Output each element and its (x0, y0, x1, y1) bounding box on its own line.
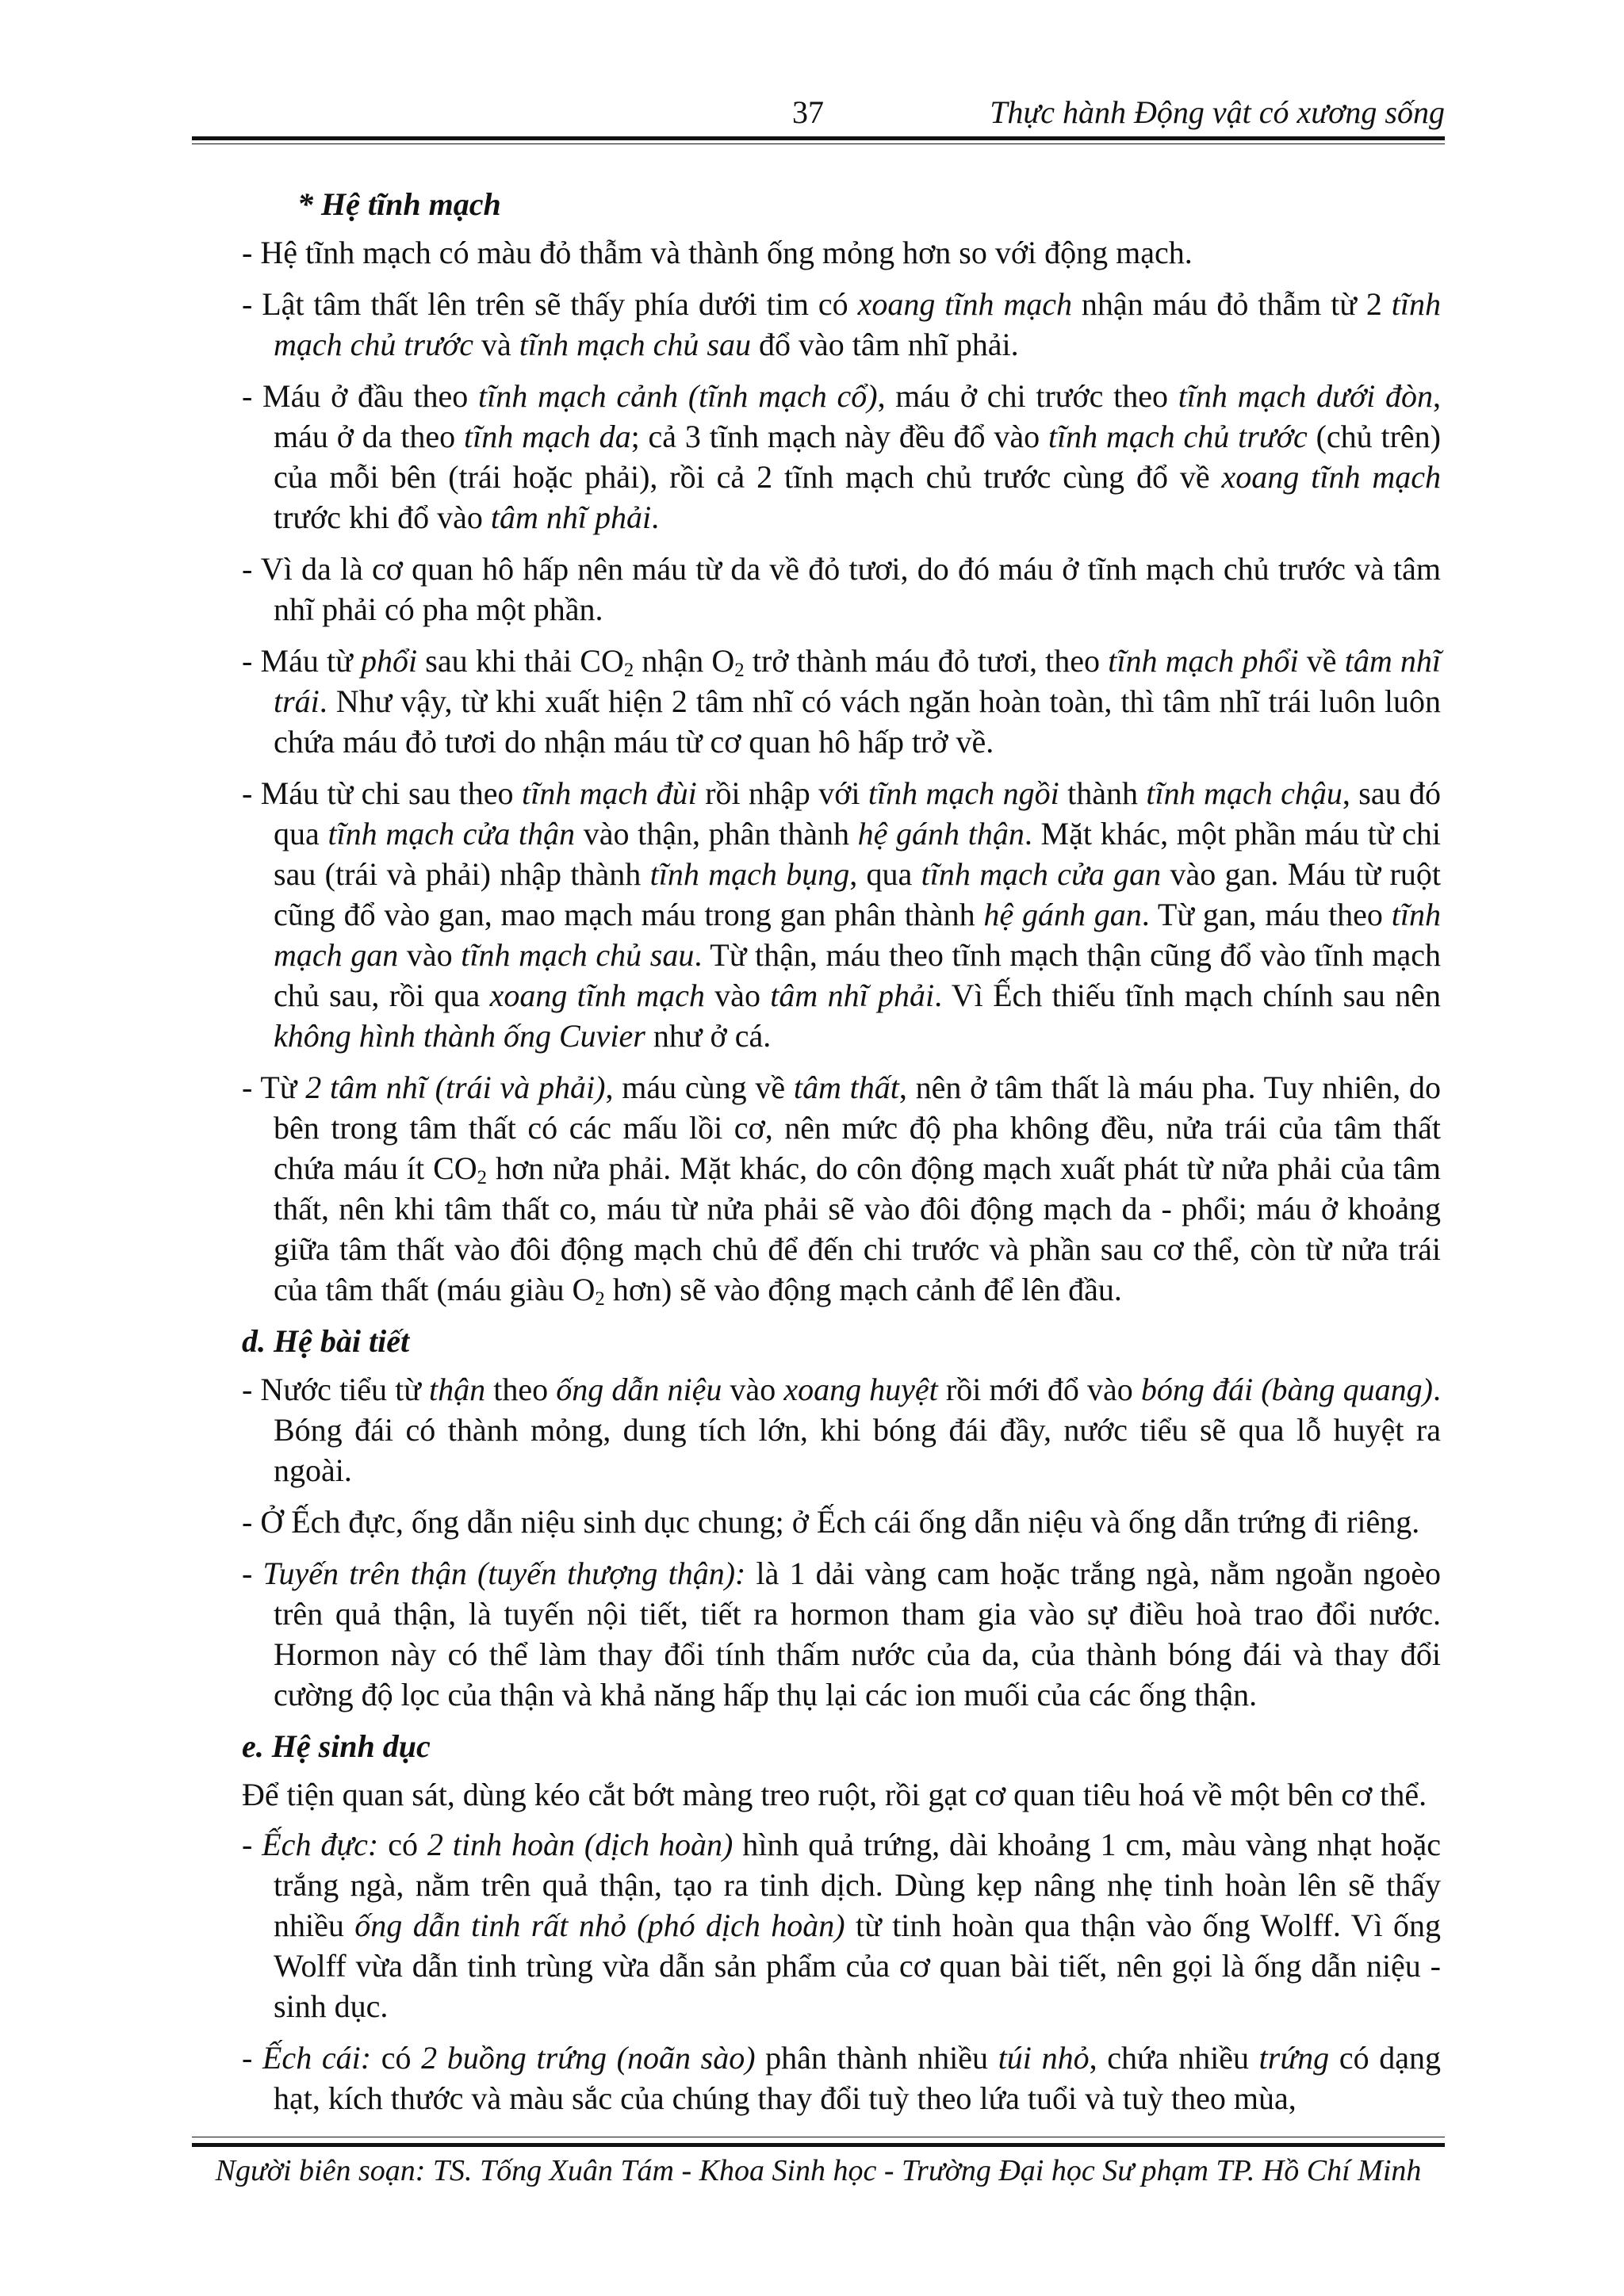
italic-term: tâm nhĩ phải (770, 978, 935, 1013)
header-rule-thick (192, 136, 1445, 140)
text: . Vì Ếch thiếu tĩnh mạch chính sau nên (934, 978, 1442, 1013)
italic-term: tĩnh mạch chủ sau (461, 937, 695, 973)
italic-term: 2 buồng trứng (noãn sào) (421, 2040, 756, 2076)
paragraph-urogenital-ducts (242, 1502, 1441, 1542)
text: (chủ trên) của mỗi bên (trái hoặc phải), rồi cả 2 tĩnh mạch chủ trước cùng đổ về (274, 419, 1441, 495)
italic-term: trứng (1258, 2040, 1330, 2076)
text: , máu ở da theo (274, 378, 1442, 454)
text: vào gan. Máu từ ruột cũng đổ vào gan, mao mạch máu trong gan phân thành (274, 856, 1441, 932)
page-header (192, 94, 1445, 141)
text: . Mặt khác, một phần máu từ chi sau (trái và phải) nhập thành (274, 816, 1441, 892)
text: theo (485, 1372, 557, 1407)
paragraph-head-veins (242, 376, 1441, 538)
section-heading-venous-system: * Hệ tĩnh mạch (297, 186, 501, 222)
italic-term: tâm nhĩ phải (490, 499, 652, 535)
italic-term: tâm nhĩ trái (274, 643, 1442, 719)
italic-term: tĩnh mạch dưới đòn (1178, 378, 1434, 414)
text: - Hệ tĩnh mạch có màu đỏ thẫm và thành ống mỏng hơn so với động mạch. (242, 235, 1193, 270)
italic-term: tĩnh mạch cảnh (tĩnh mạch cổ) (478, 378, 878, 414)
text: là 1 dải vàng cam hoặc trắng ngà, nằm ngoằn ngoèo trên quả thận, là tuyến nội tiết, tiết ra hormon tham gia vào sự điều hoà trao đổi nước. Hormon này có thể làm thay đổi tính thấm nước của da, của thành bóng đái và thay đổi cường độ lọc của thận và khả năng hấp thụ lại các ion muối của các ống thận. (274, 1556, 1441, 1712)
text: , qua (849, 856, 921, 892)
text: vào thận, phân thành (575, 816, 858, 851)
text: , máu ở chi trước theo (877, 378, 1178, 414)
paragraph-skin-respiration (242, 549, 1441, 629)
text: có (378, 1827, 427, 1862)
text: - Ở Ếch đực, ống dẫn niệu sinh dục chung; ở Ếch cái ống dẫn niệu và ống dẫn trứng đi riêng. (242, 1504, 1420, 1540)
text: vào (704, 978, 771, 1013)
italic-term: bóng đái (bàng quang) (1140, 1372, 1433, 1407)
text: - (242, 1556, 263, 1591)
text: , máu cùng về (605, 1070, 794, 1105)
italic-term: xoang tĩnh mạch (1221, 459, 1442, 495)
italic-term: tĩnh mạch phổi (1108, 643, 1299, 679)
subscript: 2 (477, 1167, 488, 1189)
text: rồi mới đổ vào (937, 1372, 1141, 1407)
italic-term: tĩnh mạch đùi (521, 775, 697, 811)
italic-term: xoang huyệt (783, 1372, 938, 1407)
text: , sau đó qua (274, 775, 1442, 851)
italic-term: tĩnh mạch chủ sau (519, 327, 751, 362)
italic-term: tĩnh mạch chậu (1146, 775, 1342, 811)
text: về (1298, 643, 1345, 679)
italic-term: tĩnh mạch cửa gan (921, 856, 1162, 892)
italic-term: hệ gánh thận (857, 816, 1025, 851)
text: trước khi đổ vào (274, 499, 491, 535)
text: thành (1059, 775, 1147, 811)
italic-term: Tuyến trên thận (tuyến thượng thận): (262, 1556, 746, 1591)
paragraph-female-frog (242, 2038, 1441, 2118)
text: vào (398, 937, 462, 973)
page-number: 37 (792, 94, 824, 130)
italic-term: tĩnh mạch da (464, 419, 631, 454)
text: ; cả 3 tĩnh mạch này đều đổ vào (630, 419, 1048, 454)
text: . Bóng đái có thành mỏng, dung tích lớn, khi bóng đái đầy, nước tiểu sẽ qua lỗ huyệt ra ngoài. (274, 1372, 1441, 1488)
section-heading-excretory-system: d. Hệ bài tiết (242, 1323, 410, 1359)
text: đổ vào tâm nhĩ phải. (750, 327, 1019, 362)
text: . Từ gan, máu theo (1141, 897, 1392, 932)
text: nhận máu đỏ thẫm từ 2 (1072, 286, 1392, 322)
italic-term: hệ gánh gan (983, 897, 1142, 932)
page-footer: Người biên soạn: TS. Tống Xuân Tám - Khoa Sinh học - Trường Đại học Sư phạm TP. Hồ Chí Minh (215, 2154, 1422, 2187)
italic-term: 2 tâm nhĩ (trái và phải) (305, 1070, 606, 1105)
italic-term: tĩnh mạch chủ trước (274, 286, 1441, 362)
italic-term: không hình thành ống Cuvier (274, 1018, 645, 1054)
italic-term: tĩnh mạch bụng (649, 856, 850, 892)
text: - Máu ở đầu theo (242, 378, 479, 414)
italic-term: xoang tĩnh mạch (857, 286, 1073, 322)
text: - (242, 2040, 262, 2076)
italic-term: Ếch cái: (262, 2040, 372, 2076)
subscript: 2 (595, 1288, 605, 1311)
footer-rule-thick (192, 2143, 1445, 2147)
text: - Máu từ chi sau theo (242, 775, 522, 811)
text: . (651, 499, 660, 535)
italic-term: túi nhỏ (998, 2040, 1090, 2076)
text: từ tinh hoàn qua thận vào ống Wolff. Vì ống Wolff vừa dẫn tinh trùng vừa dẫn sản phẩm của cơ quan bài tiết, nên gọi là ống dẫn niệu - sinh dục. (274, 1908, 1441, 2024)
italic-term: tâm thất (793, 1070, 899, 1105)
italic-term: thận (429, 1372, 486, 1407)
text: sau khi thải CO (417, 643, 624, 679)
paragraph-sinus-venosus (242, 284, 1441, 365)
text: , nên ở tâm thất là máu pha. Tuy nhiên, do bên trong tâm thất có các mấu lồi cơ, nên mức độ pha không đều, nửa trái của tâm thất chứa máu ít CO (274, 1070, 1442, 1186)
paragraph-venous-color (242, 232, 1441, 273)
italic-term: tĩnh mạch ngồi (868, 775, 1059, 811)
text: hơn nửa phải. Mặt khác, do côn động mạch xuất phát từ nửa phải của tâm thất, nên khi tâm thất co, máu từ nửa phải sẽ vào đôi động mạch da - phổi; máu ở khoảng giữa tâm thất vào đôi động mạch chủ để đến chi trước và phần sau cơ thể, còn từ nửa trái của tâm thất (máu giàu O (274, 1150, 1441, 1307)
text: vào (722, 1372, 784, 1407)
italic-term: tĩnh mạch gan (274, 897, 1441, 973)
italic-term: tĩnh mạch cửa thận (327, 816, 576, 851)
text: hình quả trứng, dài khoảng 1 cm, màu vàng nhạt hoặc trắng ngà, nằm trên quả thận, tạo ra tinh dịch. Dùng kẹp nâng nhẹ tinh hoàn lên sẽ thấy nhiều (274, 1827, 1441, 1943)
text: nhận O (634, 643, 735, 679)
text: - Vì da là cơ quan hô hấp nên máu từ da về đỏ tươi, do đó máu ở tĩnh mạch chủ trước và tâm nhĩ phải có pha một phần. (242, 551, 1441, 627)
text: - Từ (242, 1070, 306, 1105)
italic-term: ống dẫn tinh rất nhỏ (phó dịch hoàn) (354, 1908, 845, 1943)
paragraph-observation-prep (242, 1774, 1441, 1815)
text: . Từ thận, máu theo tĩnh mạch thận cũng đổ vào tĩnh mạch chủ sau, rồi qua (274, 937, 1441, 1013)
text: phân thành nhiều (755, 2040, 998, 2076)
italic-term: Ếch đực: (262, 1827, 379, 1862)
subscript: 2 (623, 660, 634, 682)
text: - (242, 1827, 262, 1862)
paragraph-adrenal-gland (242, 1553, 1441, 1715)
running-title: Thực hành Động vật có xương sống (990, 94, 1445, 130)
paragraph-hind-limb-veins (242, 773, 1441, 1056)
text: - Máu từ (242, 643, 361, 679)
text: hơn) sẽ vào động mạch cảnh để lên đầu. (604, 1272, 1122, 1307)
page-content (242, 184, 1441, 2130)
text: rồi nhập với (696, 775, 868, 811)
text: trở thành máu đỏ tươi, theo (744, 643, 1109, 679)
text: và (473, 327, 519, 362)
paragraph-ventricle-mixing (242, 1067, 1441, 1310)
section-heading-reproductive-system: e. Hệ sinh dục (242, 1728, 431, 1764)
italic-term: 2 tinh hoàn (dịch hoàn) (427, 1827, 733, 1862)
italic-term: phổi (361, 643, 418, 679)
text: Để tiện quan sát, dùng kéo cắt bớt màng treo ruột, rồi gạt cơ quan tiêu hoá về một bên cơ thể. (242, 1777, 1427, 1812)
subscript: 2 (734, 660, 745, 682)
text: - Lật tâm thất lên trên sẽ thấy phía dưới tim có (242, 286, 858, 322)
text: , chứa nhiều (1089, 2040, 1259, 2076)
italic-term: xoang tĩnh mạch (489, 978, 705, 1013)
text: như ở cá. (645, 1018, 772, 1054)
text: có (371, 2040, 422, 2076)
text: - Nước tiểu từ (242, 1372, 430, 1407)
text: có dạng hạt, kích thước và màu sắc của chúng thay đổi tuỳ theo lứa tuổi và tuỳ theo mùa, (274, 2040, 1441, 2116)
italic-term: ống dẫn niệu (556, 1372, 722, 1407)
paragraph-urine-flow (242, 1369, 1441, 1490)
text: . Như vậy, từ khi xuất hiện 2 tâm nhĩ có vách ngăn hoàn toàn, thì tâm nhĩ trái luôn luôn chứa máu đỏ tươi do nhận máu từ cơ quan hô hấp trở về. (274, 683, 1441, 760)
paragraph-pulmonary-veins (242, 641, 1441, 762)
paragraph-male-frog (242, 1824, 1441, 2026)
italic-term: tĩnh mạch chủ trước (1048, 419, 1308, 454)
